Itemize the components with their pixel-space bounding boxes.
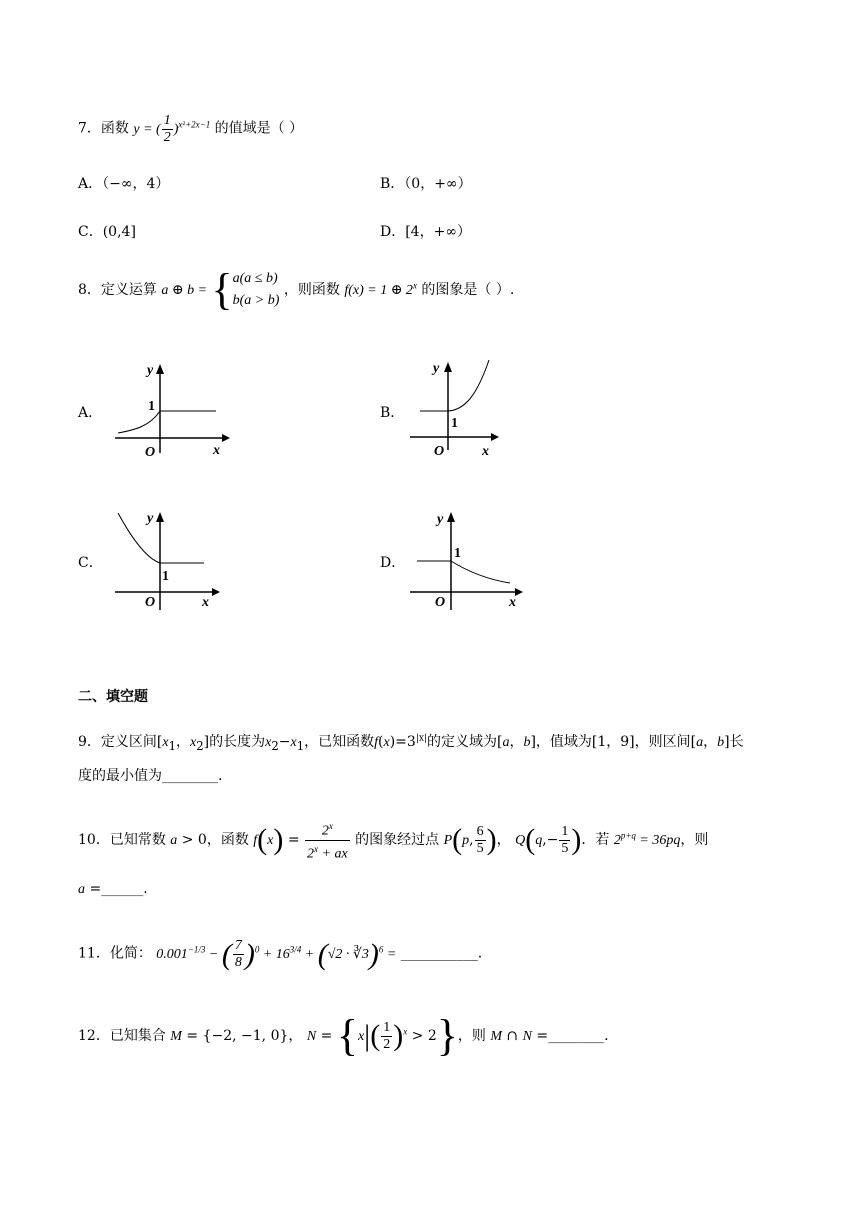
q8-option-c-label: C． (78, 555, 103, 571)
q7-prefix: 7．函数 (78, 120, 129, 137)
q9-line2: 度的最小值为________. (78, 768, 223, 784)
q7-option-d: D．[4，+∞） (380, 224, 471, 240)
q8-option-b-label: B． (380, 405, 405, 421)
q8-option-a-label: A． (78, 405, 103, 421)
graph-b (405, 355, 500, 460)
q8-prefix: 8．定义运算 (78, 282, 157, 298)
q8-middle: ，则函数 (283, 282, 340, 298)
graph-c (110, 505, 220, 615)
q7-suffix: 的值域是（ ） (214, 120, 304, 137)
graph-c-origin-label: O (145, 595, 156, 610)
graph-b-one-label: 1 (451, 416, 458, 431)
graph-b-origin-label: O (434, 444, 445, 459)
q7-formula: y = ( $\frac{1}{2}$ )$^{x^2+2x-1}$ (133, 113, 211, 145)
q7-line (78, 113, 303, 146)
graph-a-one-label: 1 (148, 399, 155, 414)
graph-b-x-label: x (482, 444, 489, 459)
graph-d (405, 505, 525, 615)
q7-option-c: C．(0,4] (78, 224, 136, 240)
graph-d-origin-label: O (435, 595, 446, 610)
q7-option-a: A．（−∞，4） (78, 176, 170, 192)
graph-c-y-label: y (147, 511, 154, 526)
q8-option-d-label: D． (380, 555, 406, 571)
q8-line: 8．定义运算 a ⊕ b = { a(a ≤ b) b(a > b) ，则函数 f(x) = 1 ⊕ 2$^x$ 的图象是（ ）. (78, 265, 515, 314)
q10-line: 10．已知常数 a > 0，函数 f(x) = $\frac{2^x}{2^x + ax}$ 的图象经过点 P(p, $\frac{6}{5}$ )， Q(q,− $\frac{1}{5}$ )．若 $2^{p+q} = 36pq$，则 (78, 818, 708, 862)
graph-d-one-label: 1 (454, 546, 461, 561)
graph-a-x-label: x (213, 443, 220, 458)
q8-operation: a ⊕ b = (161, 283, 208, 298)
q7-option-b: B．（0，+∞） (380, 176, 472, 192)
q8-cases: a(a ≤ b) b(a > b) (232, 271, 280, 308)
q8-function: f(x) = 1 ⊕ 2$^x$ (344, 280, 417, 298)
section-title: 二、填空题 (78, 689, 148, 705)
graph-d-x-label: x (509, 595, 516, 610)
q11-line: 11．化简： $0.001^{-1/3}$ − ( $\frac{7}{8}$ )$^0 + 16^{3/4} + (√2$ · ∛3)$^6$ = ___________. (78, 937, 483, 971)
q8-suffix: 的图象是（ ）. (421, 282, 515, 298)
q10-line2: a =______. (78, 881, 148, 897)
graph-a-origin-label: O (145, 445, 156, 458)
graph-a-y-label: y (147, 363, 154, 378)
graph-a (110, 358, 230, 458)
graph-c-x-label: x (202, 595, 209, 610)
q9-line1: 9．定义区间[$x_1$，$x_2$]的长度为$x_2-x_1$，已知函数$f(x)=3^{|x|}$的定义域为[a，b]，值域为[1，9]，则区间[a，b]长 (78, 733, 744, 753)
graph-d-y-label: y (437, 512, 444, 527)
graph-b-y-label: y (433, 361, 440, 376)
q12-line: 12．已知集合 M = {−2, −1, 0}， N = {x|( $\frac{1}{2}$ )$^x$ > 2}，则 M ∩ N =________. (78, 1011, 609, 1060)
graph-c-one-label: 1 (162, 569, 169, 584)
